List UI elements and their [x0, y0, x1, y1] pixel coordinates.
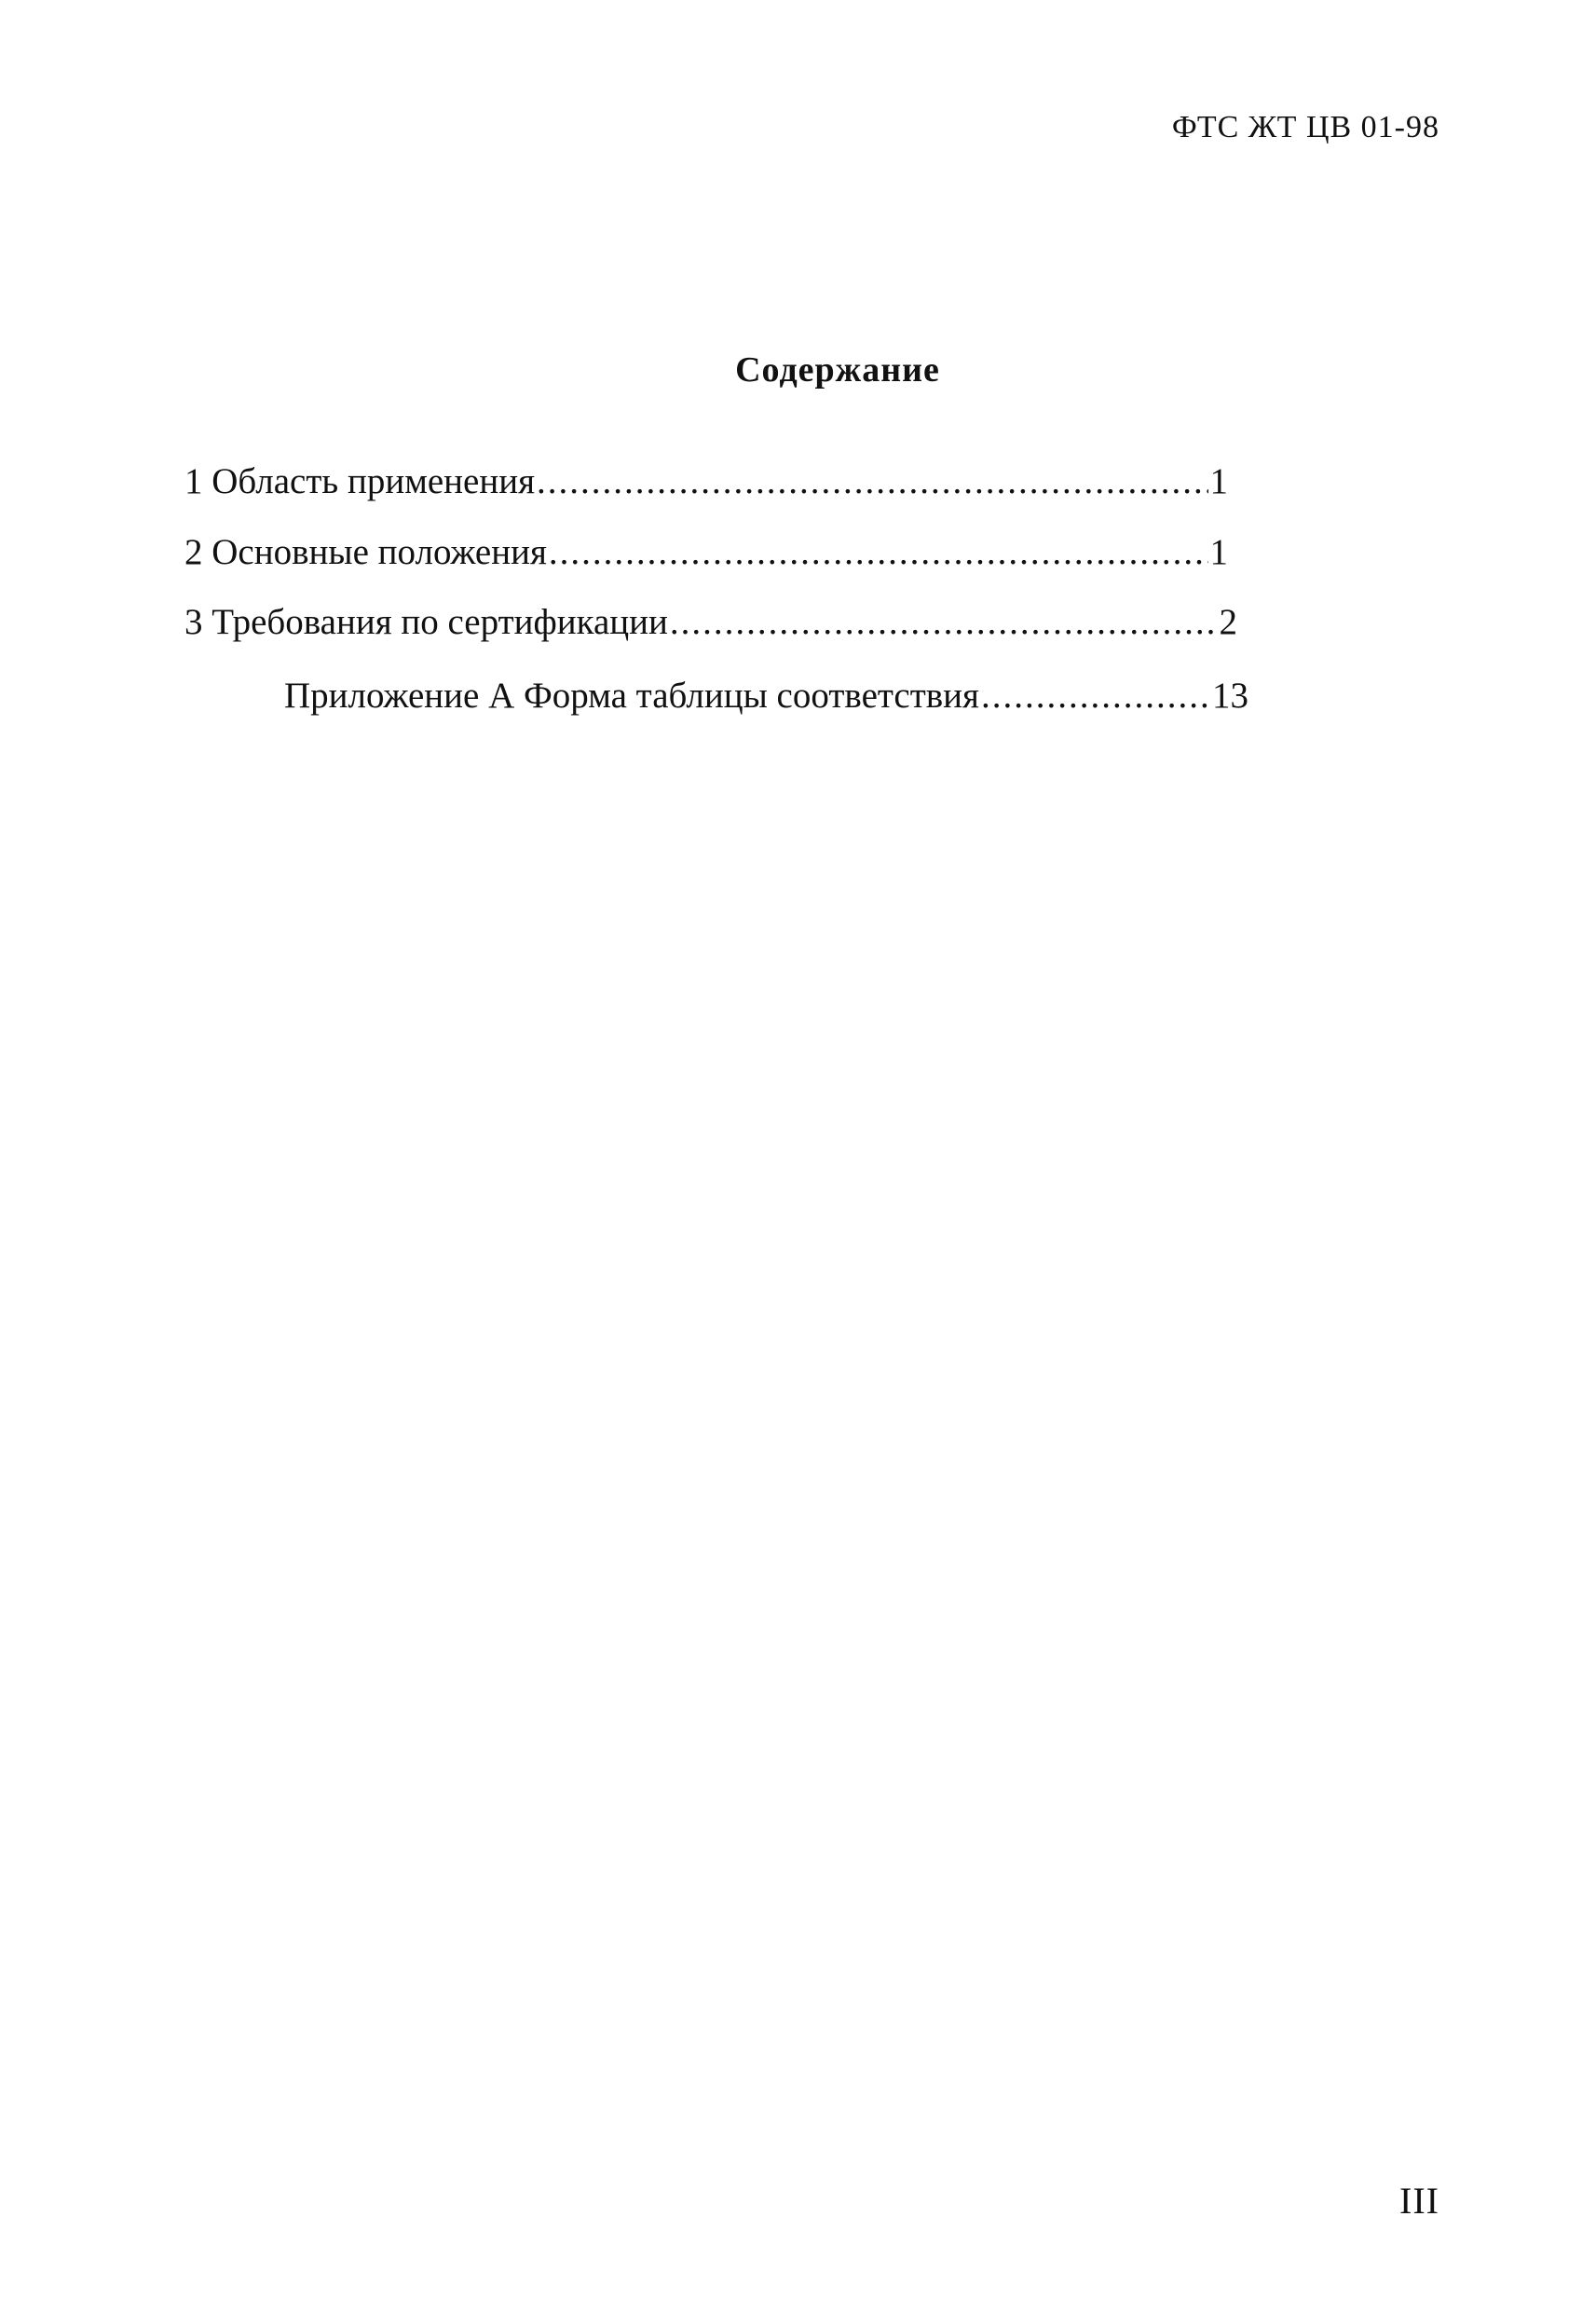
toc-dot-leader — [670, 599, 1218, 646]
toc-item-page: 2 — [1219, 602, 1237, 642]
toc-item — [184, 458, 1228, 505]
toc-dot-leader — [549, 529, 1208, 576]
toc-item — [184, 529, 1228, 576]
toc-item-label: 2 Основные положения — [184, 532, 547, 572]
toc-item-label: Приложение А Форма таблицы соответствия — [284, 676, 979, 716]
toc-item-page: 1 — [1209, 461, 1228, 501]
toc-item-label: 3 Требования по сертификации — [184, 602, 668, 642]
toc-item-page: 13 — [1212, 676, 1248, 716]
document-code: ФТС ЖТ ЦВ 01-98 — [1171, 110, 1439, 144]
toc-item-appendix — [284, 673, 1248, 719]
toc-title: Содержание — [735, 350, 940, 390]
page-number: III — [1399, 2180, 1439, 2222]
toc-dot-leader — [981, 673, 1210, 719]
toc-item — [184, 599, 1237, 646]
toc-dot-leader — [537, 458, 1207, 505]
toc-item-page: 1 — [1209, 532, 1228, 572]
toc-item-label: 1 Область применения — [184, 461, 536, 501]
